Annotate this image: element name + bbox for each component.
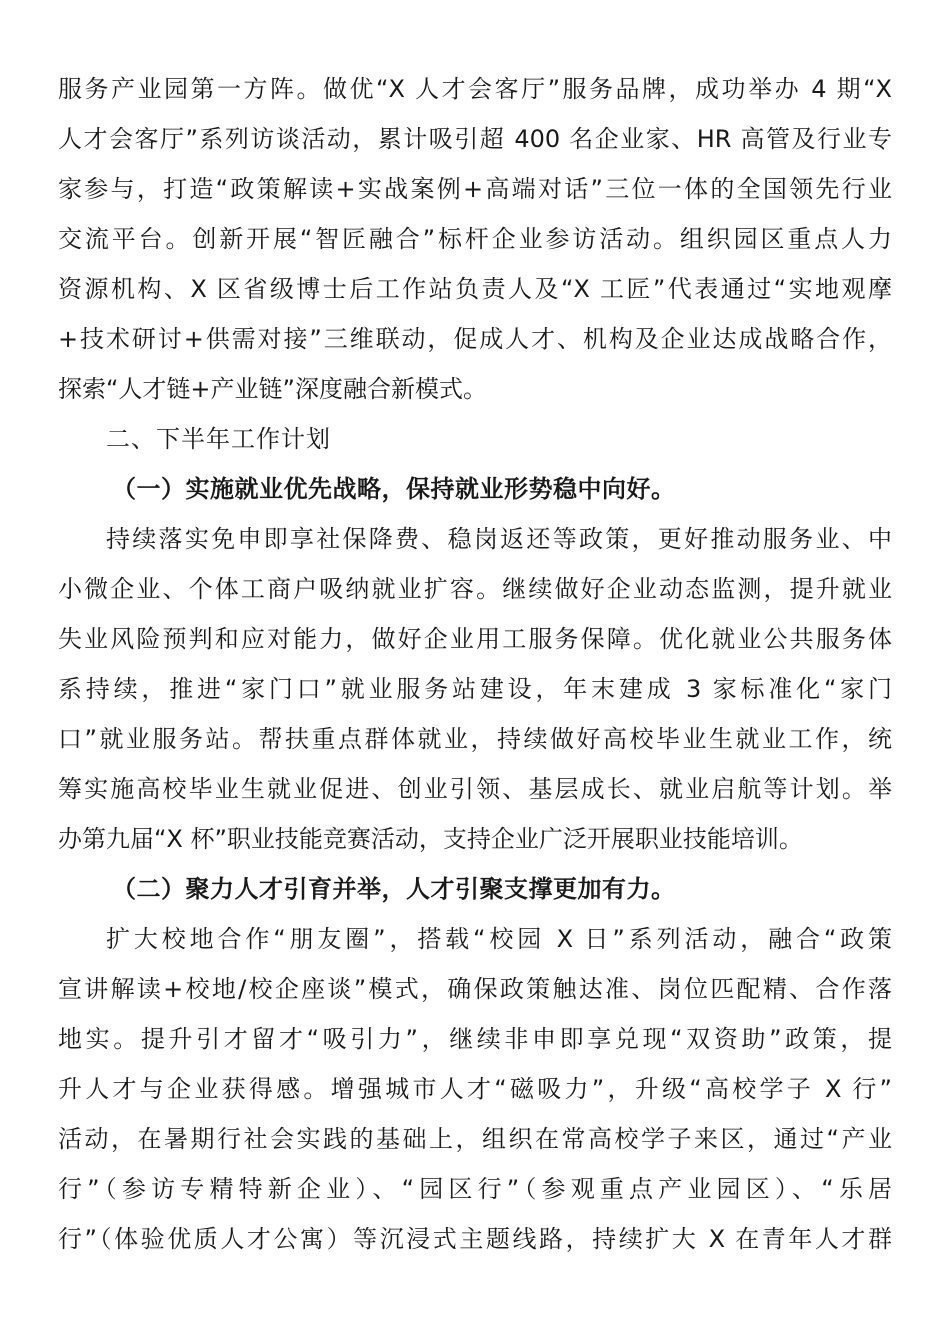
subsection-heading: （一）实施就业优先战略，保持就业形势稳中向好。 (112, 475, 676, 503)
paragraph-line: 活动，在暑期行社会实践的基础上，组织在常高校学子来区，通过“产业 (58, 1125, 892, 1153)
paragraph-line: 小微企业、个体工商户吸纳就业扩容。继续做好企业动态监测，提升就业 (58, 575, 892, 603)
paragraph-line: 口”就业服务站。帮扶重点群体就业，持续做好高校毕业生就业工作，统 (58, 725, 892, 753)
section-heading: 二、下半年工作计划 (106, 425, 331, 453)
paragraph-line: 人才会客厅”系列访谈活动，累计吸引超 400 名企业家、HR 高管及行业专 (58, 125, 892, 153)
paragraph-line: 家参与，打造“政策解读+实战案例+高端对话”三位一体的全国领先行业 (58, 175, 892, 203)
paragraph-line: 系持续，推进“家门口”就业服务站建设，年末建成 3 家标准化“家门 (58, 675, 892, 703)
paragraph-line: +技术研讨+供需对接”三维联动，促成人才、机构及企业达成战略合作， (58, 325, 892, 353)
paragraph-line: 宣讲解读+校地/校企座谈”模式，确保政策触达准、岗位匹配精、合作落 (58, 975, 892, 1003)
paragraph-line: 升人才与企业获得感。增强城市人才“磁吸力”，升级“高校学子 X 行” (58, 1075, 892, 1103)
paragraph-line: 失业风险预判和应对能力，做好企业用工服务保障。优化就业公共服务体 (58, 625, 892, 653)
paragraph-line: 行”（参访专精特新企业）、“园区行”（参观重点产业园区）、“乐居 (58, 1175, 892, 1203)
paragraph-line: 持续落实免申即享社保降费、稳岗返还等政策，更好推动服务业、中 (106, 525, 892, 553)
paragraph-line: 行”（体验优质人才公寓）等沉浸式主题线路，持续扩大 X 在青年人才群 (58, 1225, 892, 1253)
paragraph-line: 服务产业园第一方阵。做优“X 人才会客厅”服务品牌，成功举办 4 期“X (58, 75, 892, 103)
paragraph-line: 筹实施高校毕业生就业促进、创业引领、基层成长、就业启航等计划。举 (58, 775, 892, 803)
paragraph-line: 探索“人才链+产业链”深度融合新模式。 (58, 375, 487, 403)
paragraph-line: 扩大校地合作“朋友圈”，搭载“校园 X 日”系列活动，融合“政策 (106, 925, 892, 953)
paragraph-line: 交流平台。创新开展“智匠融合”标杆企业参访活动。组织园区重点人力 (58, 225, 892, 253)
subsection-heading: （二）聚力人才引育并举，人才引聚支撑更加有力。 (112, 875, 676, 903)
paragraph-line: 办第九届“X 杯”职业技能竞赛活动，支持企业广泛开展职业技能培训。 (58, 825, 803, 853)
paragraph-line: 资源机构、X 区省级博士后工作站负责人及“X 工匠”代表通过“实地观摩 (58, 275, 892, 303)
paragraph-line: 地实。提升引才留才“吸引力”，继续非申即享兑现“双资助”政策，提 (58, 1025, 892, 1053)
